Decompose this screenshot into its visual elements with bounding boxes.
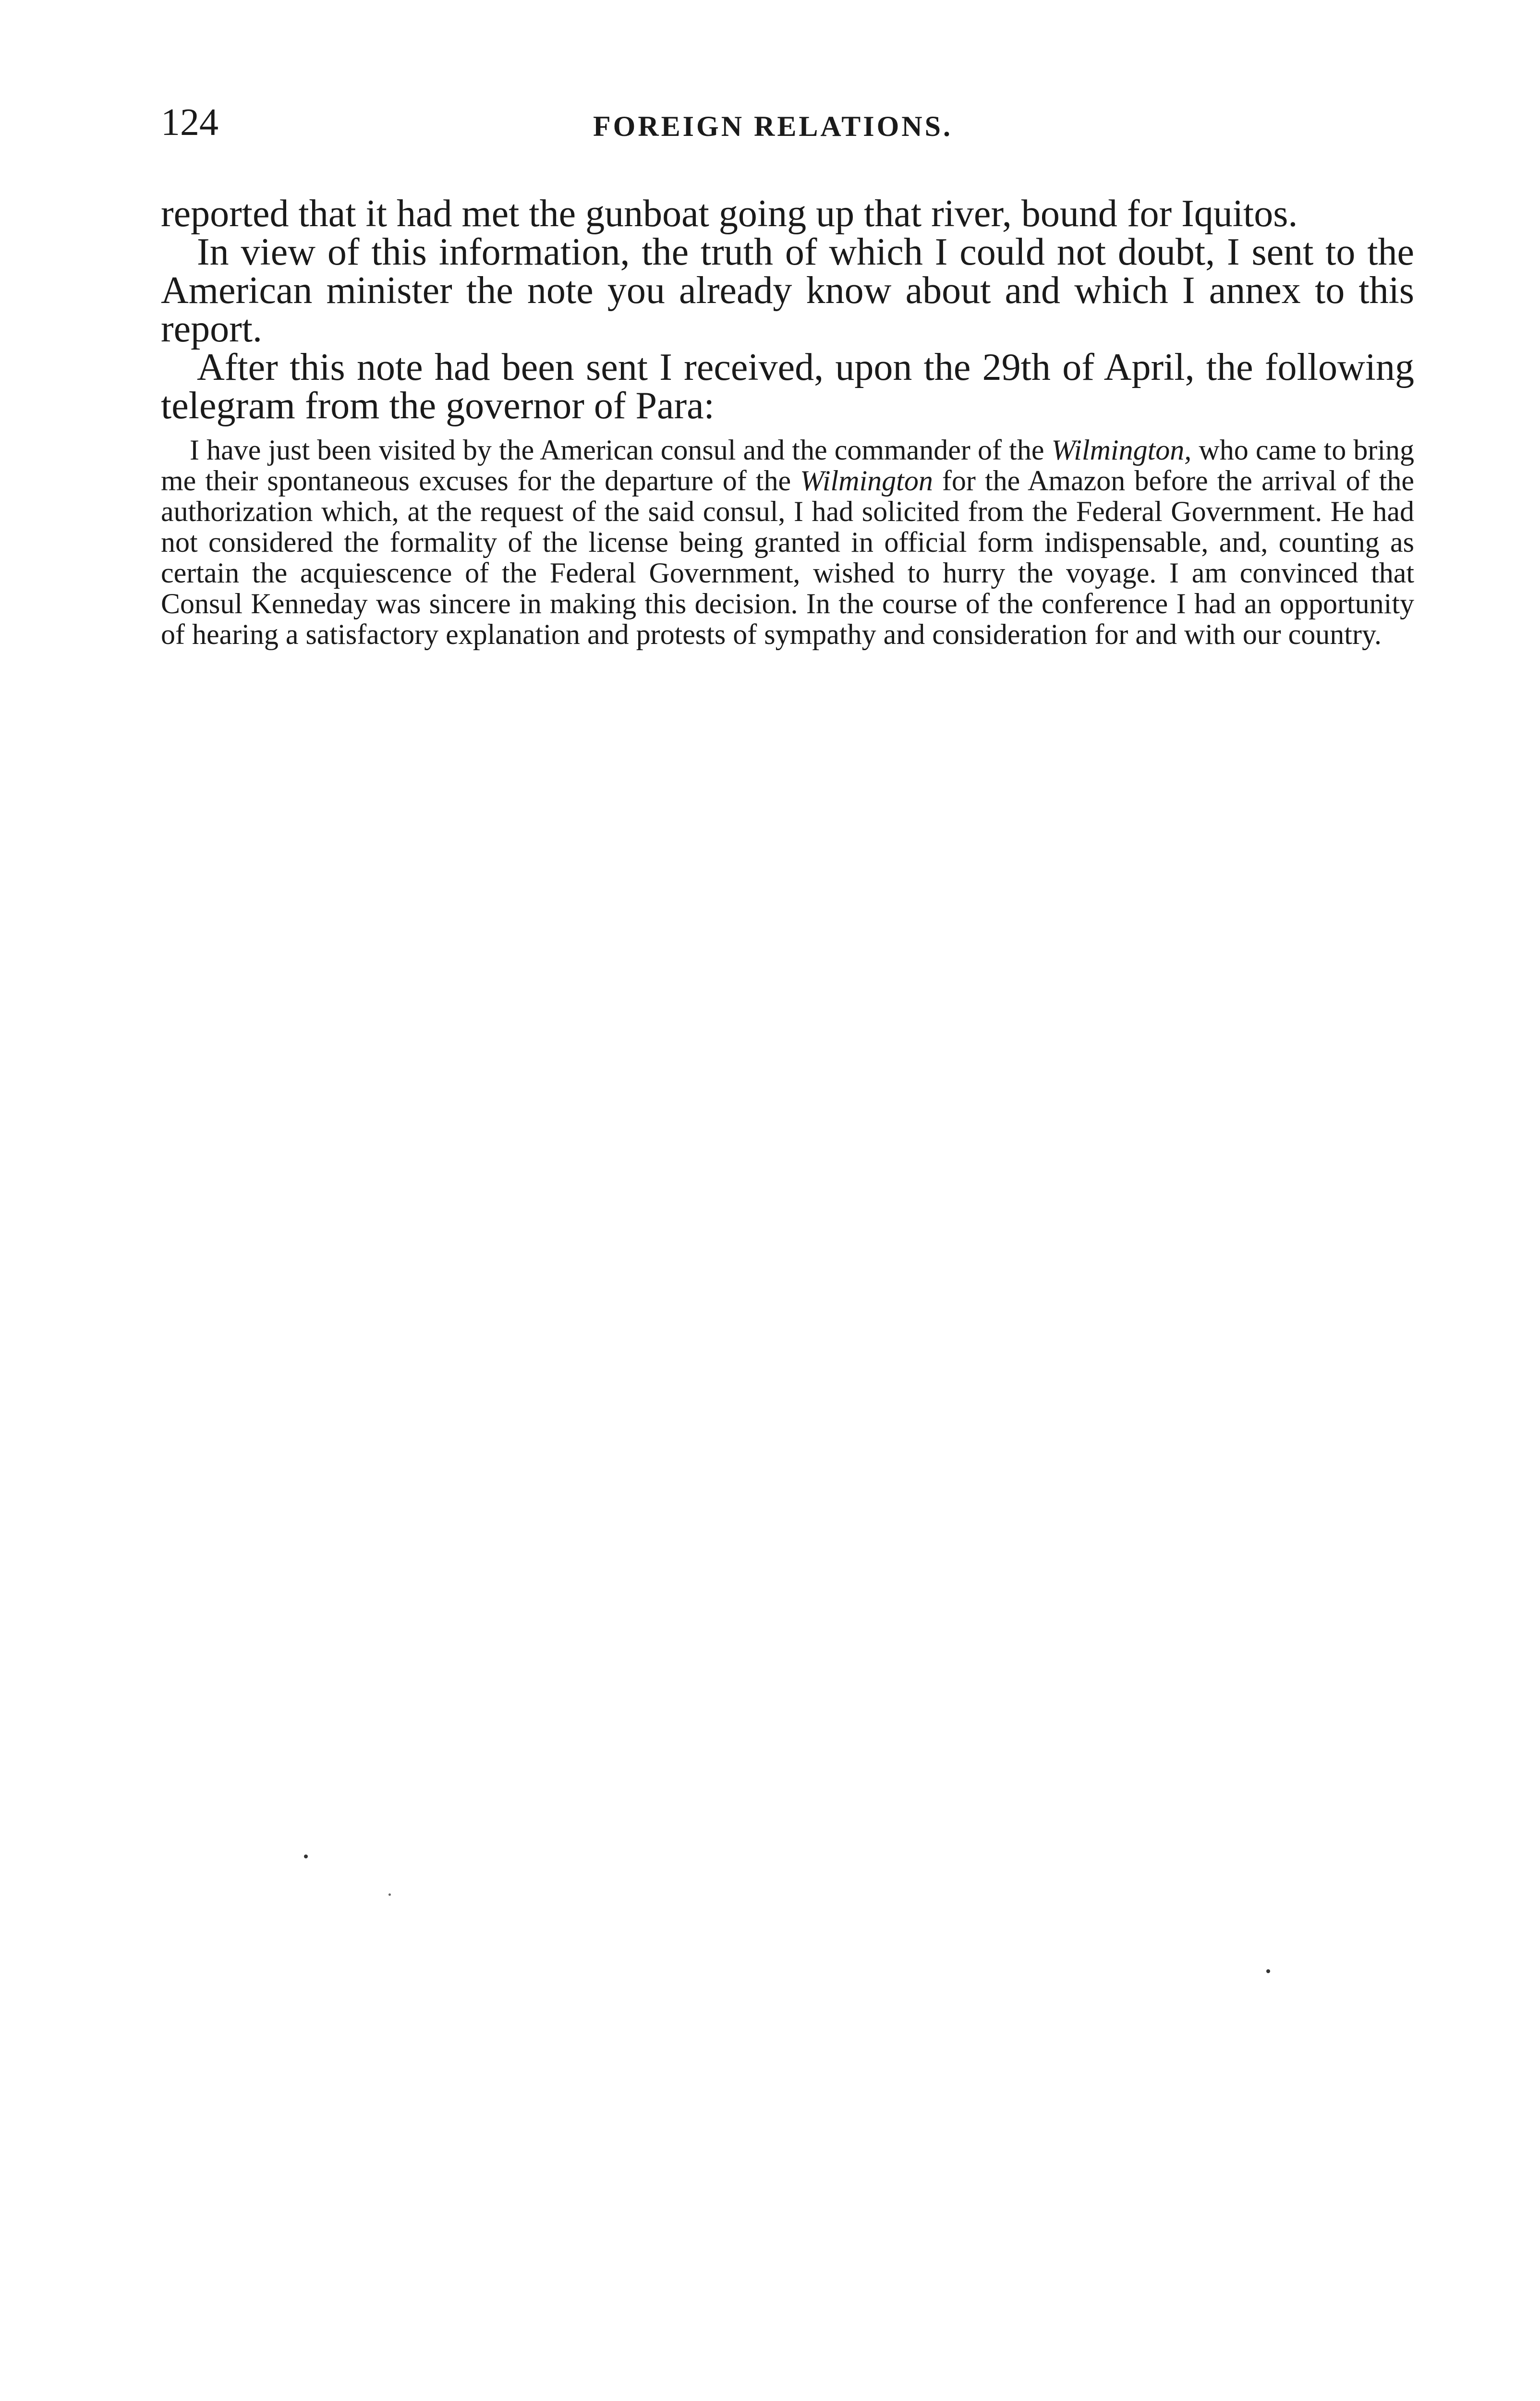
quote-text: I have just been visited by the American consul and the commander of the [190,434,1052,466]
paragraph: In view of this information, the truth of which I could not doubt, I sent to the American minister the note you already know about and which I annex to this report. [161,231,1414,350]
ship-name: Wilmington, [1051,434,1192,466]
scan-speck [304,1855,308,1858]
page-body [161,194,1414,650]
running-title: FOREIGN RELATIONS. [593,110,953,142]
quote-text: who came to bring me their spontaneous excuses for the departure of the [161,434,1415,497]
paragraph: reported that it had met the gunboat going up that river, bound for Iquitos. [161,193,1298,235]
page-number: 124 [161,101,218,144]
scan-speck [388,1893,391,1896]
page-header [161,98,1412,156]
quote-text: for the Amazon before the arrival of the authorization which, at the request of the said consul, I had solicited from the Federal Government. He had not considered the formality of the license being granted in official form indispensable, and, counting as certain the acquiescence of the Federal Government, wished to hurry the voyage. I am convinced that Consul Kenneday was sincere in making this decision. In the course of the conference I had an opportunity of hearing a satisfactory explanation and protests of sympathy and consideration for and with our country. [161,465,1414,650]
ship-name: Wilmington [800,465,933,497]
paragraph: After this note had been sent I received, upon the 29th of April, the following telegram from the governor of Para: [161,346,1414,427]
quoted-telegram [161,435,1414,650]
scan-speck [1266,1969,1270,1973]
